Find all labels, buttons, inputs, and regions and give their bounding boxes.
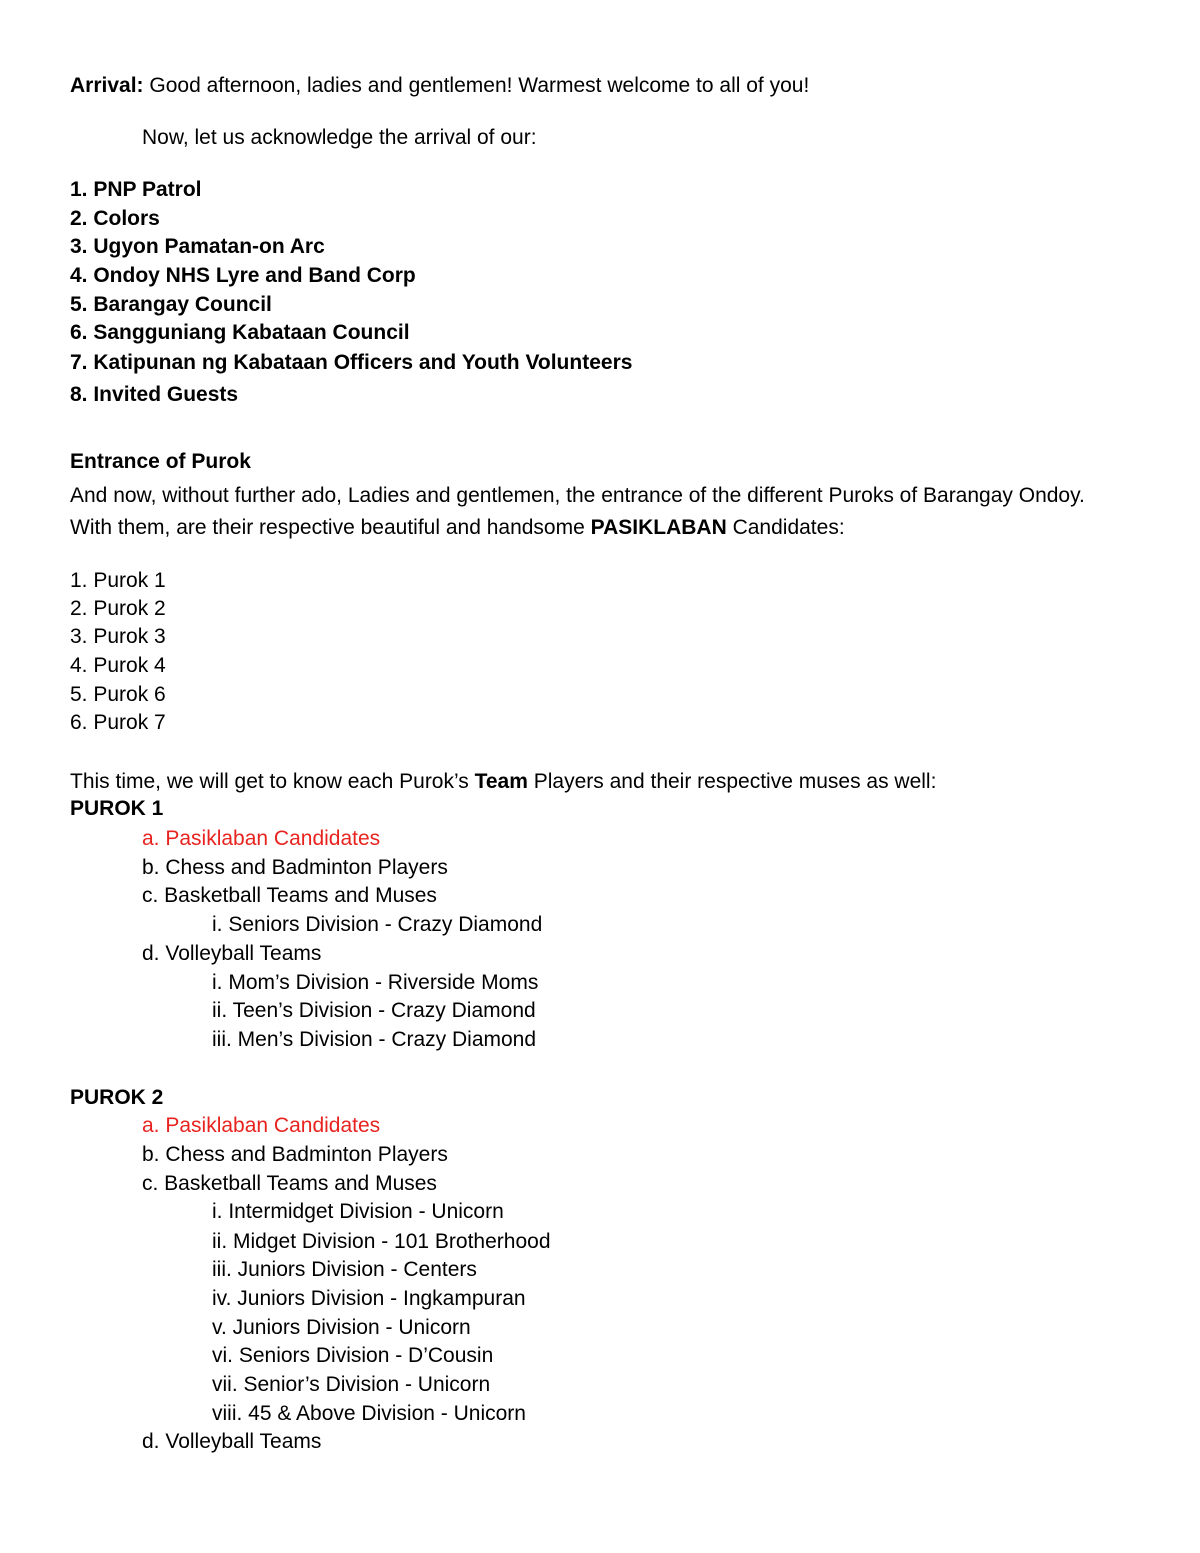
entrance-heading: Entrance of Purok: [70, 450, 251, 473]
entrance-line-2-pre: With them, are their respective beautiful and handsome: [70, 516, 591, 539]
team-intro-pre: This time, we will get to know each Purok’s: [70, 770, 475, 793]
purok2-basketball-team: v. Juniors Division - Unicorn: [212, 1316, 471, 1339]
purok2-pasiklaban-candidates: a. Pasiklaban Candidates: [142, 1114, 381, 1137]
purok-entry: 3. Purok 3: [70, 625, 166, 648]
arrival-item: 6. Sangguniang Kabataan Council: [70, 321, 410, 344]
team-emphasis: Team: [474, 770, 528, 793]
entrance-line-1: And now, without further ado, Ladies and gentlemen, the entrance of the different Puroks of Barangay Ondoy.: [70, 484, 1085, 507]
entrance-line-2: [70, 516, 845, 540]
purok2-heading: PUROK 2: [70, 1086, 164, 1109]
entrance-line-2-post: Candidates:: [726, 516, 845, 539]
arrival-item: 8. Invited Guests: [70, 383, 239, 406]
arrival-item: 3. Ugyon Pamatan-on Arc: [70, 235, 325, 258]
arrival-greeting: Good afternoon, ladies and gentlemen! Warmest welcome to all of you!: [149, 74, 810, 97]
purok2-basketball: c. Basketball Teams and Muses: [142, 1172, 437, 1195]
purok1-chess-badminton: b. Chess and Badminton Players: [142, 856, 448, 879]
purok1-basketball-team: i. Seniors Division - Crazy Diamond: [212, 913, 543, 936]
purok2-basketball-team: vi. Seniors Division - D’Cousin: [212, 1344, 494, 1367]
purok-entry: 2. Purok 2: [70, 597, 166, 620]
pasiklaban-emphasis: PASIKLABAN: [590, 516, 727, 539]
purok2-volleyball: d. Volleyball Teams: [142, 1430, 322, 1453]
purok1-heading: PUROK 1: [70, 797, 164, 820]
purok2-basketball-team: iii. Juniors Division - Centers: [212, 1258, 477, 1281]
purok1-pasiklaban-candidates: a. Pasiklaban Candidates: [142, 827, 381, 850]
arrival-item: 5. Barangay Council: [70, 293, 272, 316]
purok2-basketball-team: iv. Juniors Division - Ingkampuran: [212, 1287, 526, 1310]
arrival-item: 1. PNP Patrol: [70, 178, 202, 201]
arrival-label: Arrival:: [70, 74, 144, 97]
purok2-basketball-team: vii. Senior’s Division - Unicorn: [212, 1373, 491, 1396]
purok1-volleyball-team: i. Mom’s Division - Riverside Moms: [212, 971, 539, 994]
team-intro: [70, 770, 936, 794]
purok-entry: 1. Purok 1: [70, 569, 166, 592]
purok2-basketball-team: i. Intermidget Division - Unicorn: [212, 1200, 504, 1223]
purok2-basketball-team: ii. Midget Division - 101 Brotherhood: [212, 1230, 551, 1253]
arrival-line: [70, 74, 809, 98]
purok-entry: 5. Purok 6: [70, 683, 166, 706]
arrival-item: 2. Colors: [70, 207, 160, 230]
purok1-volleyball-team: ii. Teen’s Division - Crazy Diamond: [212, 999, 536, 1022]
purok1-volleyball-team: iii. Men’s Division - Crazy Diamond: [212, 1028, 537, 1051]
purok1-basketball: c. Basketball Teams and Muses: [142, 884, 437, 907]
purok2-chess-badminton: b. Chess and Badminton Players: [142, 1143, 448, 1166]
arrival-item: 4. Ondoy NHS Lyre and Band Corp: [70, 264, 416, 287]
purok-entry: 6. Purok 7: [70, 711, 166, 734]
purok-entry: 4. Purok 4: [70, 654, 166, 677]
arrival-intro: Now, let us acknowledge the arrival of our:: [142, 126, 537, 149]
team-intro-post: Players and their respective muses as well:: [527, 770, 937, 793]
purok2-basketball-team: viii. 45 & Above Division - Unicorn: [212, 1402, 526, 1425]
arrival-item: 7. Katipunan ng Kabataan Officers and Youth Volunteers: [70, 351, 633, 374]
purok1-volleyball: d. Volleyball Teams: [142, 942, 322, 965]
